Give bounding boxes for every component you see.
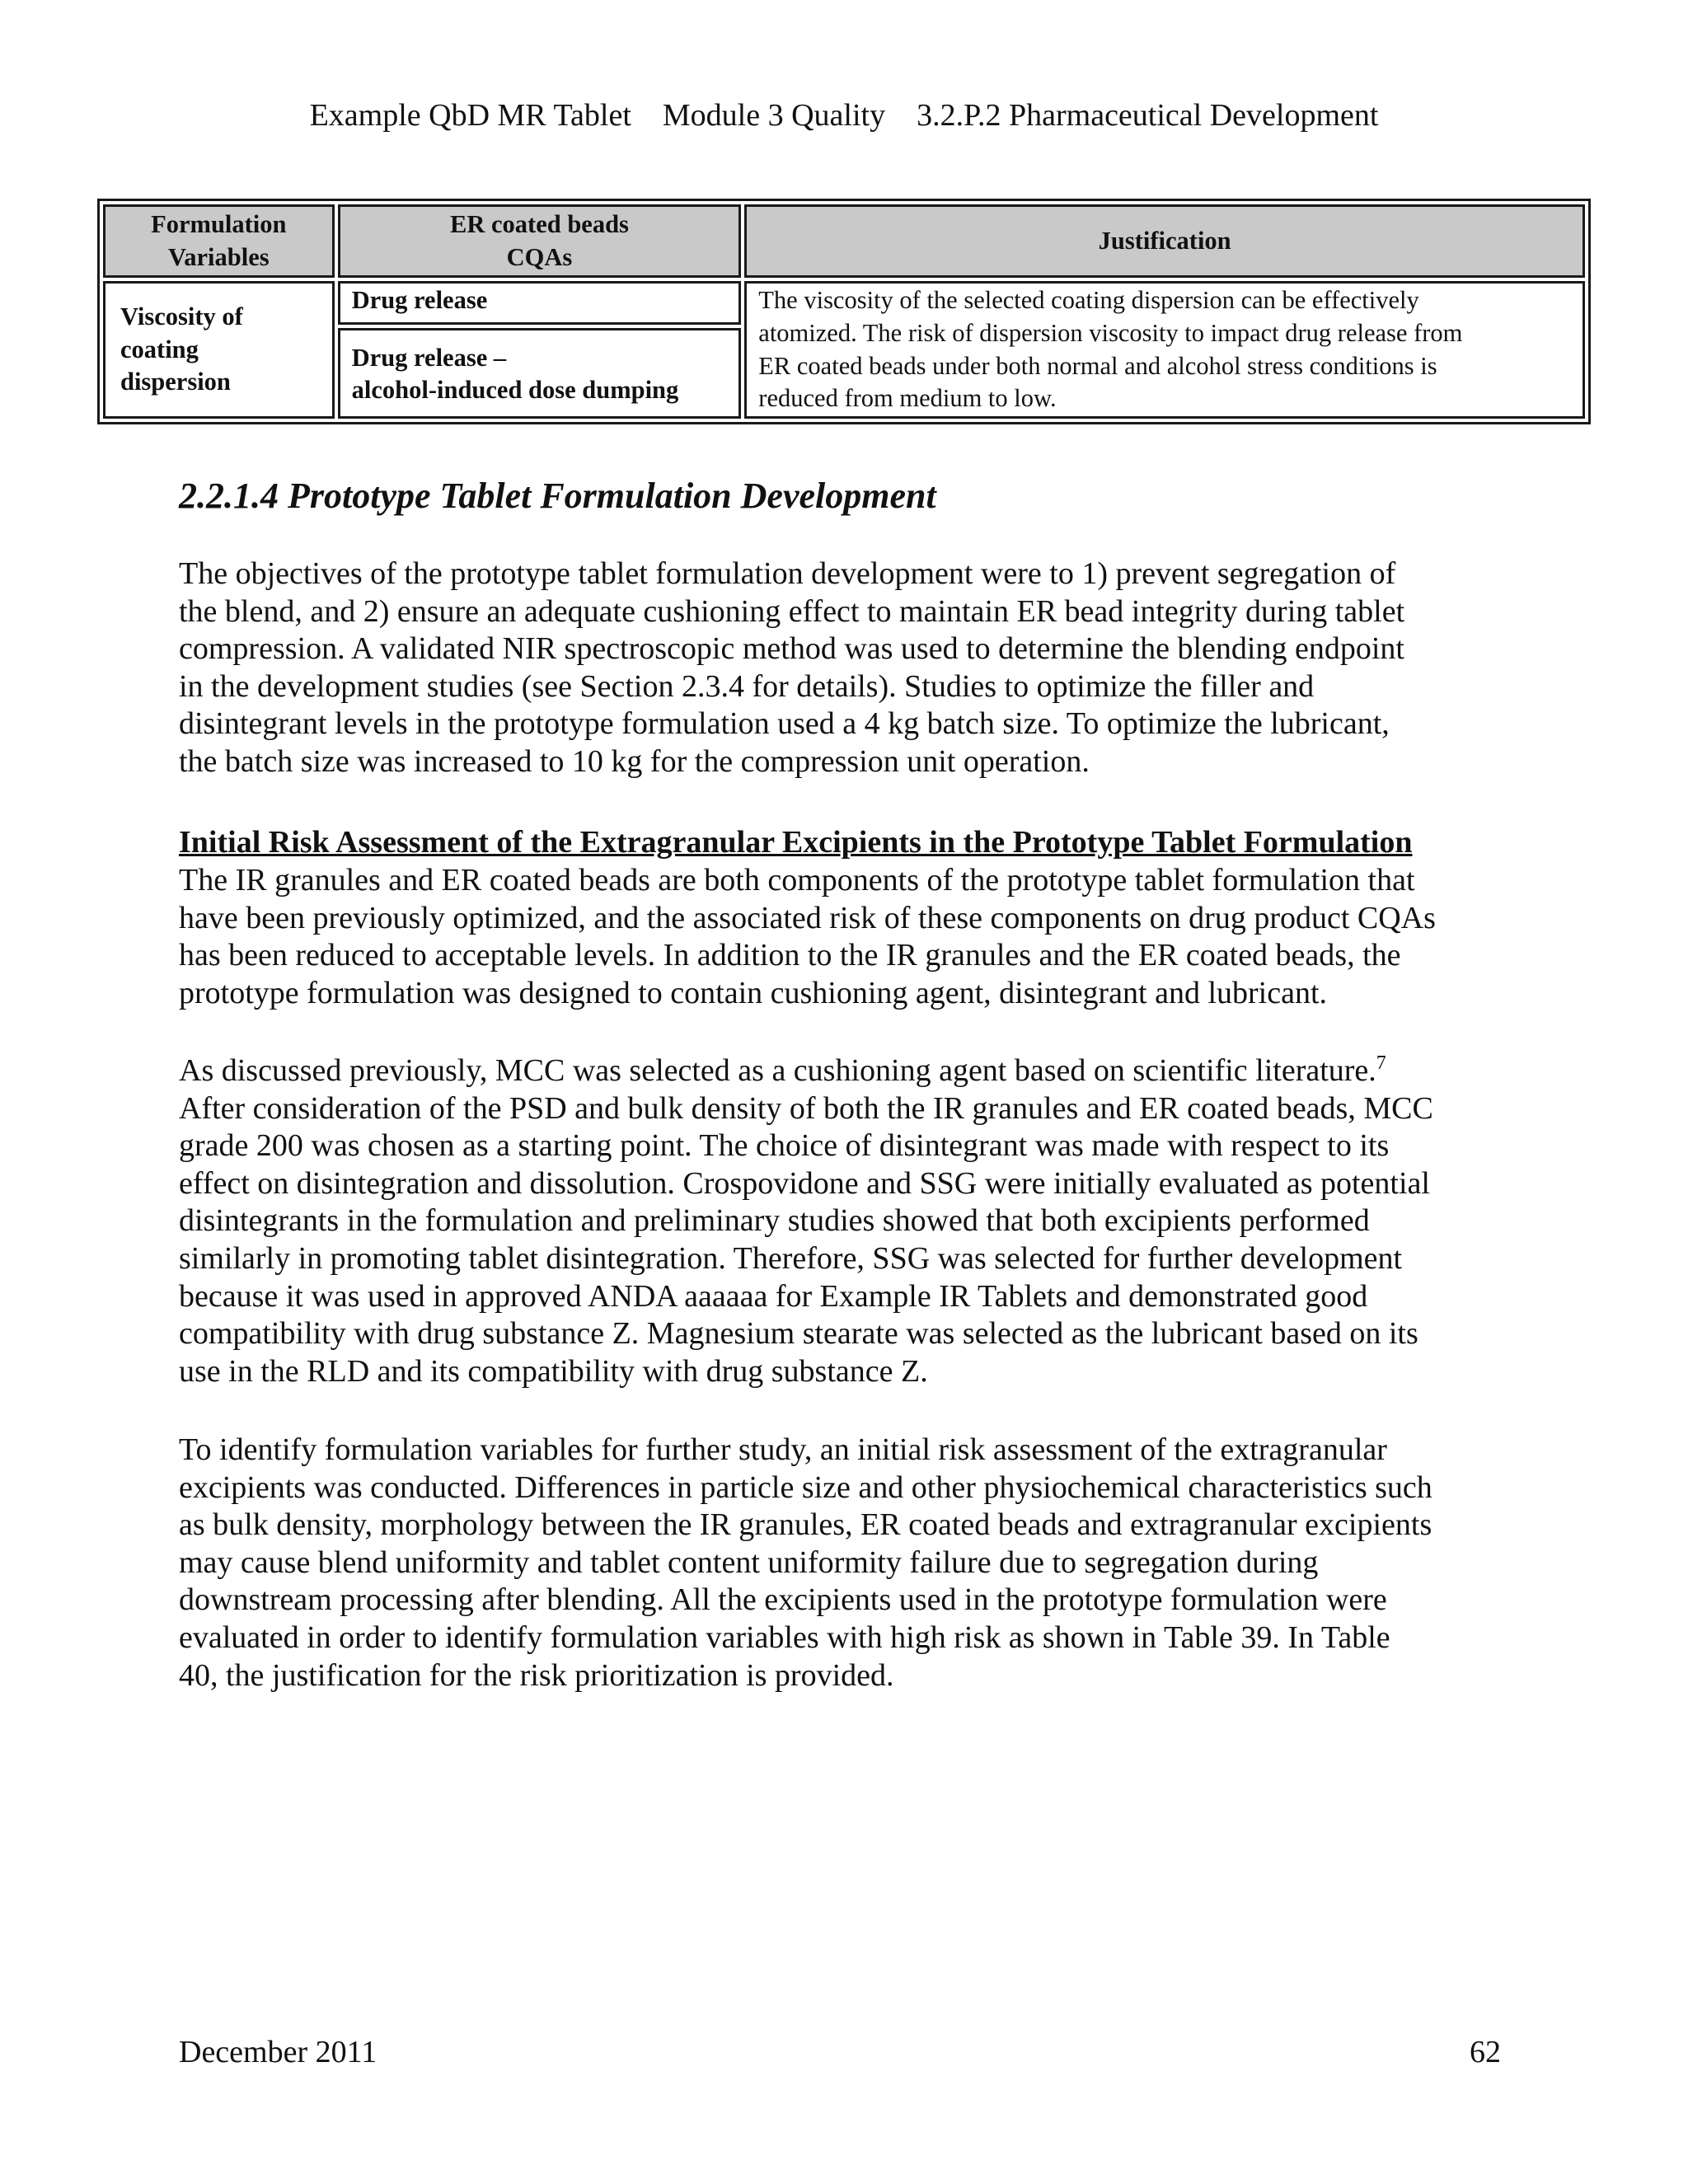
page-header: Example QbD MR Tablet Module 3 Quality 3.2.P.2 Pharmaceutical Development: [309, 98, 1379, 133]
cell-text: ER coated beads under both normal and alcohol stress conditions is: [758, 351, 1437, 380]
text-line: disintegrant levels in the prototype formulation used a 4 kg batch size. To optimize the lubricant,: [179, 706, 1390, 742]
text-line: compatibility with drug substance Z. Magnesium stearate was selected as the lubricant based on its: [179, 1316, 1418, 1352]
cell-formulation-variable: [103, 281, 335, 419]
cell-text: Drug release –: [351, 343, 507, 372]
text-line: To identify formulation variables for further study, an initial risk assessment of the extragranular: [179, 1432, 1387, 1467]
text-line: use in the RLD and its compatibility with drug substance Z.: [179, 1353, 928, 1389]
footnote-reference[interactable]: 7: [1376, 1052, 1386, 1074]
text-line: evaluated in order to identify formulation variables with high risk as shown in Table 39. In Table: [179, 1619, 1390, 1655]
header-text: Formulation: [151, 210, 287, 238]
text-line: After consideration of the PSD and bulk density of both the IR granules and ER coated beads, MCC: [179, 1090, 1433, 1126]
text-line: 40, the justification for the risk prioritization is provided.: [179, 1657, 894, 1693]
header-text: Variables: [168, 242, 270, 271]
text-line: excipients was conducted. Differences in particle size and other physiochemical characteristics such: [179, 1469, 1432, 1505]
cell-cqa-drug-release: Drug release: [338, 281, 742, 324]
section-heading: 2.2.1.4 Prototype Tablet Formulation Development: [179, 476, 936, 516]
cell-text: Viscosity of: [120, 302, 243, 331]
paragraph-objectives: [179, 555, 1547, 781]
page-number: 62: [1470, 2035, 1501, 2069]
cell-text: reduced from medium to low.: [758, 384, 1057, 413]
text-line: disintegrants in the formulation and preliminary studies showed that both excipients performed: [179, 1203, 1370, 1239]
table-row: [103, 281, 1585, 324]
cell-justification: [744, 281, 1585, 419]
header-justification: Justification: [744, 204, 1585, 278]
header-er-coated-beads-cqas: [338, 204, 742, 278]
text-line: the blend, and 2) ensure an adequate cushioning effect to maintain ER bead integrity during tablet: [179, 593, 1405, 629]
text-line: have been previously optimized, and the associated risk of these components on drug product CQAs: [179, 900, 1436, 935]
text-line: may cause blend uniformity and tablet content uniformity failure due to segregation during: [179, 1544, 1319, 1580]
paragraph-risk-assessment: [179, 1432, 1547, 1694]
text-line: the batch size was increased to 10 kg for the compression unit operation.: [179, 743, 1090, 779]
text-line: compression. A validated NIR spectroscopic method was used to determine the blending endpoint: [179, 631, 1404, 667]
text-segment: As discussed previously, MCC was selected as a cushioning agent based on scientific literature.: [179, 1053, 1376, 1088]
table-header-row: [103, 204, 1585, 278]
subsection-heading: Initial Risk Assessment of the Extragranular Excipients in the Prototype Tablet Formulation: [179, 825, 1413, 860]
header-formulation-variables: [103, 204, 335, 278]
cell-text: atomized. The risk of dispersion viscosity to impact drug release from: [758, 318, 1463, 347]
header-text: CQAs: [506, 242, 573, 271]
cell-text: The viscosity of the selected coating dispersion can be effectively: [758, 286, 1419, 315]
cell-text: dispersion: [120, 368, 231, 396]
text-line: The objectives of the prototype tablet formulation development were to 1) prevent segregation of: [179, 556, 1396, 591]
paragraph-excipient-selection: [179, 1052, 1547, 1390]
text-line: has been reduced to acceptable levels. In addition to the IR granules and the ER coated beads, the: [179, 938, 1401, 973]
text-line: The IR granules and ER coated beads are both components of the prototype tablet formulation that: [179, 863, 1415, 898]
text-line: [179, 1052, 1547, 1090]
footer-date: December 2011: [179, 2035, 377, 2069]
cell-cqa-dose-dumping: [338, 328, 742, 419]
text-line: in the development studies (see Section 2.3.4 for details). Studies to optimize the filler and: [179, 668, 1315, 704]
cell-text: alcohol-induced dose dumping: [351, 376, 679, 405]
cell-text: coating: [120, 335, 199, 363]
text-line: prototype formulation was designed to contain cushioning agent, disintegrant and lubricant.: [179, 975, 1328, 1010]
header-text: ER coated beads: [450, 210, 629, 238]
text-line: similarly in promoting tablet disintegration. Therefore, SSG was selected for further development: [179, 1240, 1403, 1276]
text-line: as bulk density, morphology between the IR granules, ER coated beads and extragranular excipients: [179, 1507, 1432, 1543]
text-line: because it was used in approved ANDA aaaaaa for Example IR Tablets and demonstrated good: [179, 1278, 1368, 1314]
text-line: effect on disintegration and dissolution. Crospovidone and SSG were initially evaluated as potential: [179, 1165, 1430, 1201]
text-line: grade 200 was chosen as a starting point. The choice of disintegrant was made with respect to its: [179, 1128, 1390, 1164]
paragraph-components: [179, 862, 1547, 1012]
text-line: downstream processing after blending. All the excipients used in the prototype formulation were: [179, 1582, 1387, 1618]
risk-assessment-table: [97, 199, 1591, 424]
